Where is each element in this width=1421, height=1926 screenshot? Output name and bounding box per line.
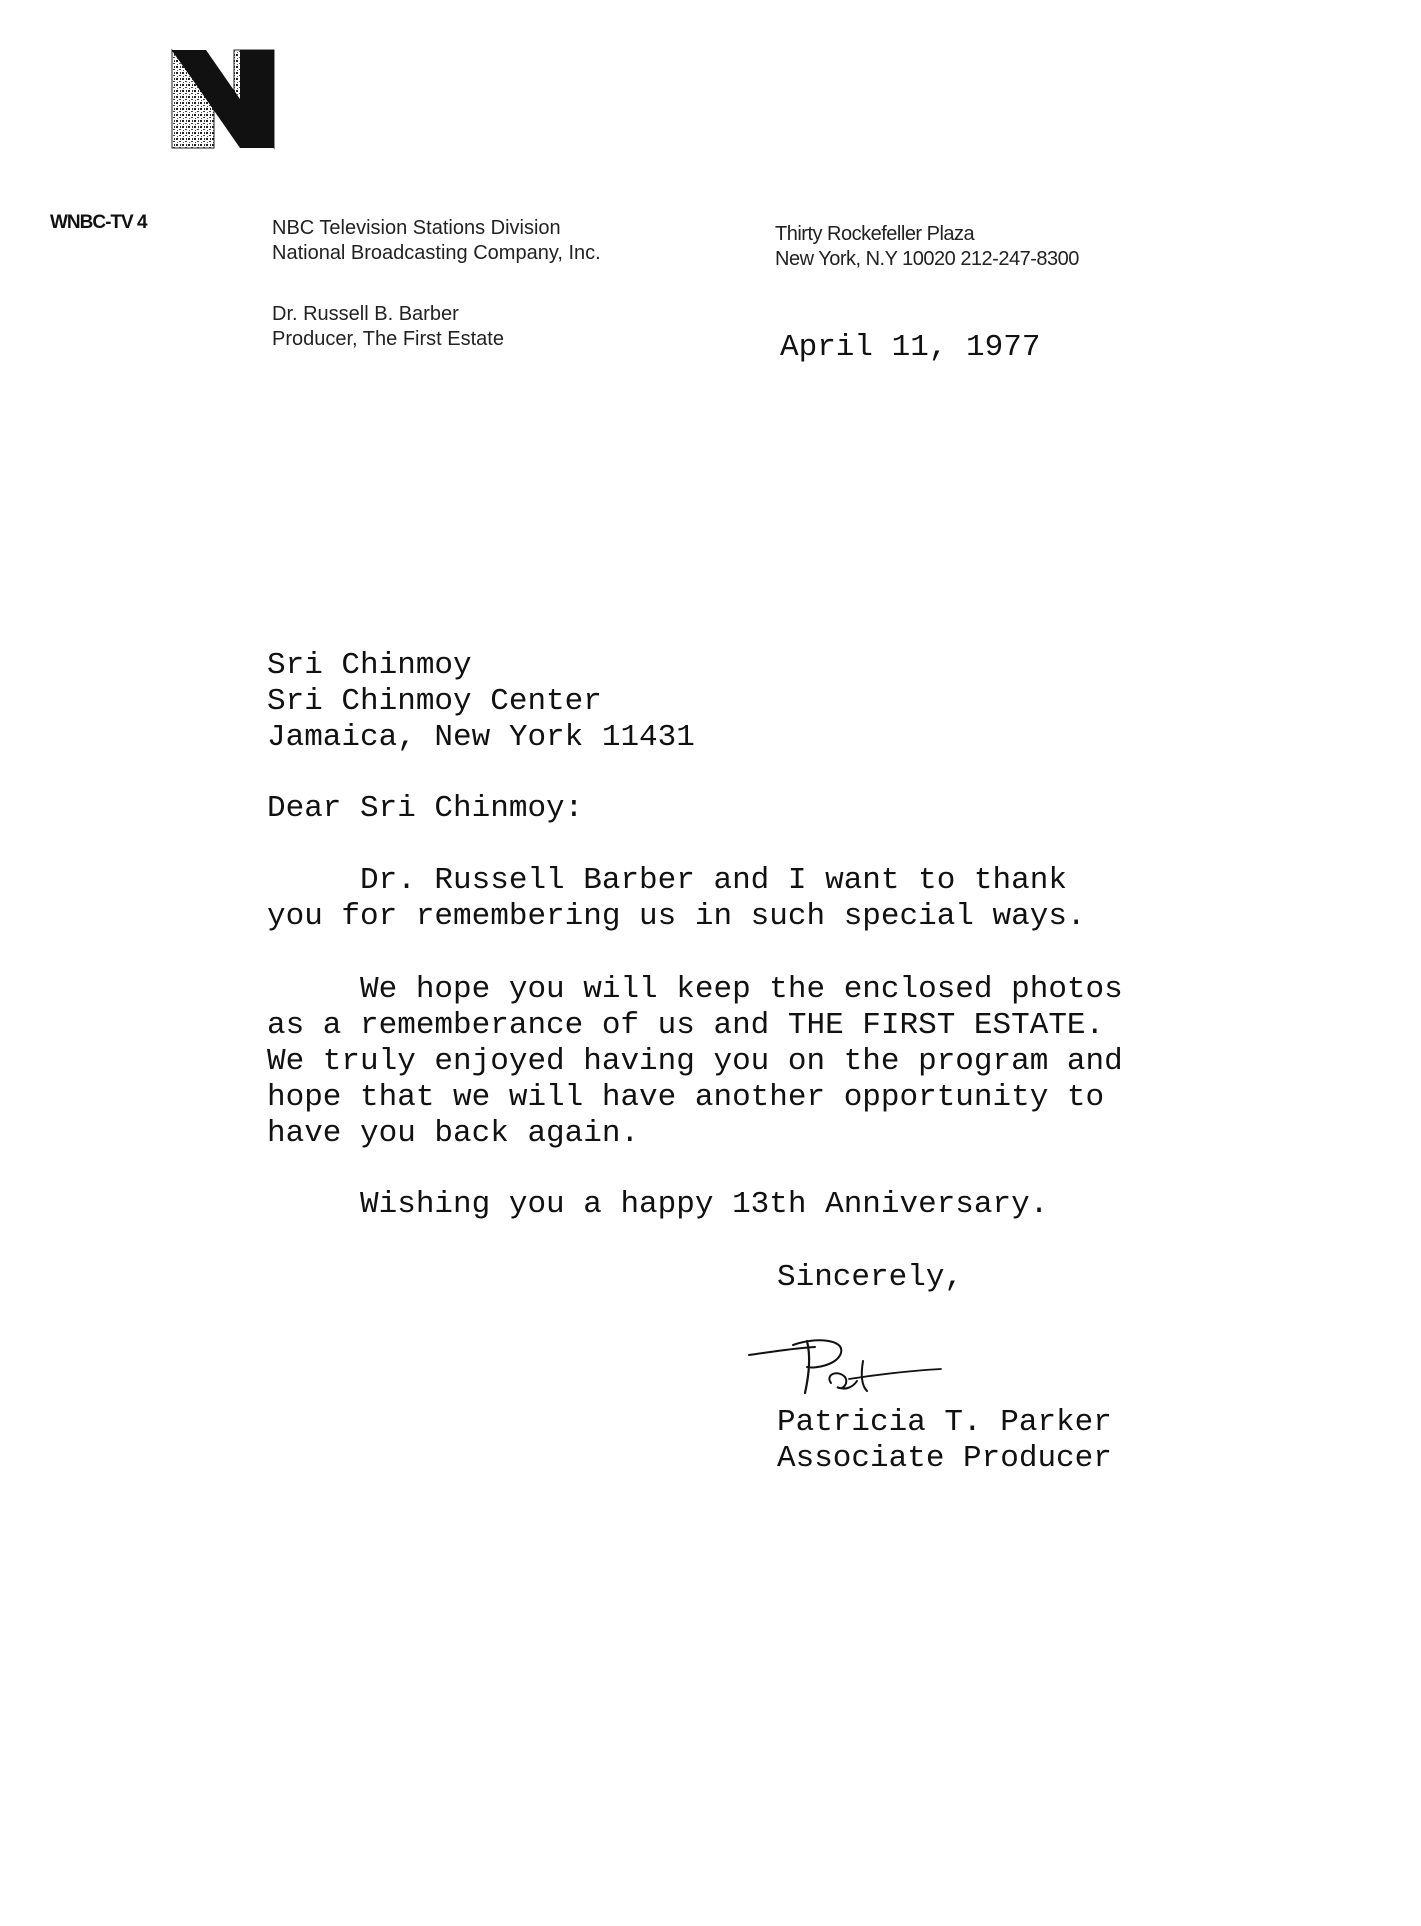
closing: Sincerely,: [777, 1260, 964, 1295]
producer-name: Dr. Russell B. Barber: [272, 303, 459, 325]
body-paragraph: We hope you will keep the enclosed photos as a rememberance of us and THE FIRST ESTATE. We truly enjoyed having you on the program and hope that we will have another opportunity to have you back again.: [267, 972, 1123, 1151]
street-address: Thirty Rockefeller Plaza: [775, 223, 975, 245]
signer-name: Patricia T. Parker: [777, 1405, 1112, 1440]
station-name: WNBC-TV 4: [50, 212, 147, 233]
division-block: [272, 216, 601, 266]
recipient-line: Jamaica, New York 11431: [267, 720, 695, 755]
body-paragraph: Dr. Russell Barber and I want to thank you for remembering us in such special ways.: [267, 863, 1086, 934]
letter-date: April 11, 1977: [780, 330, 1041, 365]
producer-block: [272, 302, 504, 352]
handwritten-signature: [745, 1335, 945, 1405]
city-phone: New York, N.Y 10020 212-247-8300: [775, 248, 1079, 270]
body-paragraph: Wishing you a happy 13th Anniversary.: [267, 1187, 1049, 1222]
company-name: National Broadcasting Company, Inc.: [272, 242, 601, 264]
salutation: Dear Sri Chinmoy:: [267, 791, 584, 826]
address-block: [775, 222, 1079, 272]
recipient-line: Sri Chinmoy: [267, 648, 472, 683]
recipient-address: [267, 648, 695, 756]
division-name: NBC Television Stations Division: [272, 217, 561, 239]
producer-title: Producer, The First Estate: [272, 328, 504, 350]
nbc-logo: [170, 48, 276, 154]
recipient-line: Sri Chinmoy Center: [267, 684, 602, 719]
signer-block: [777, 1405, 1112, 1477]
signer-title: Associate Producer: [777, 1441, 1112, 1476]
